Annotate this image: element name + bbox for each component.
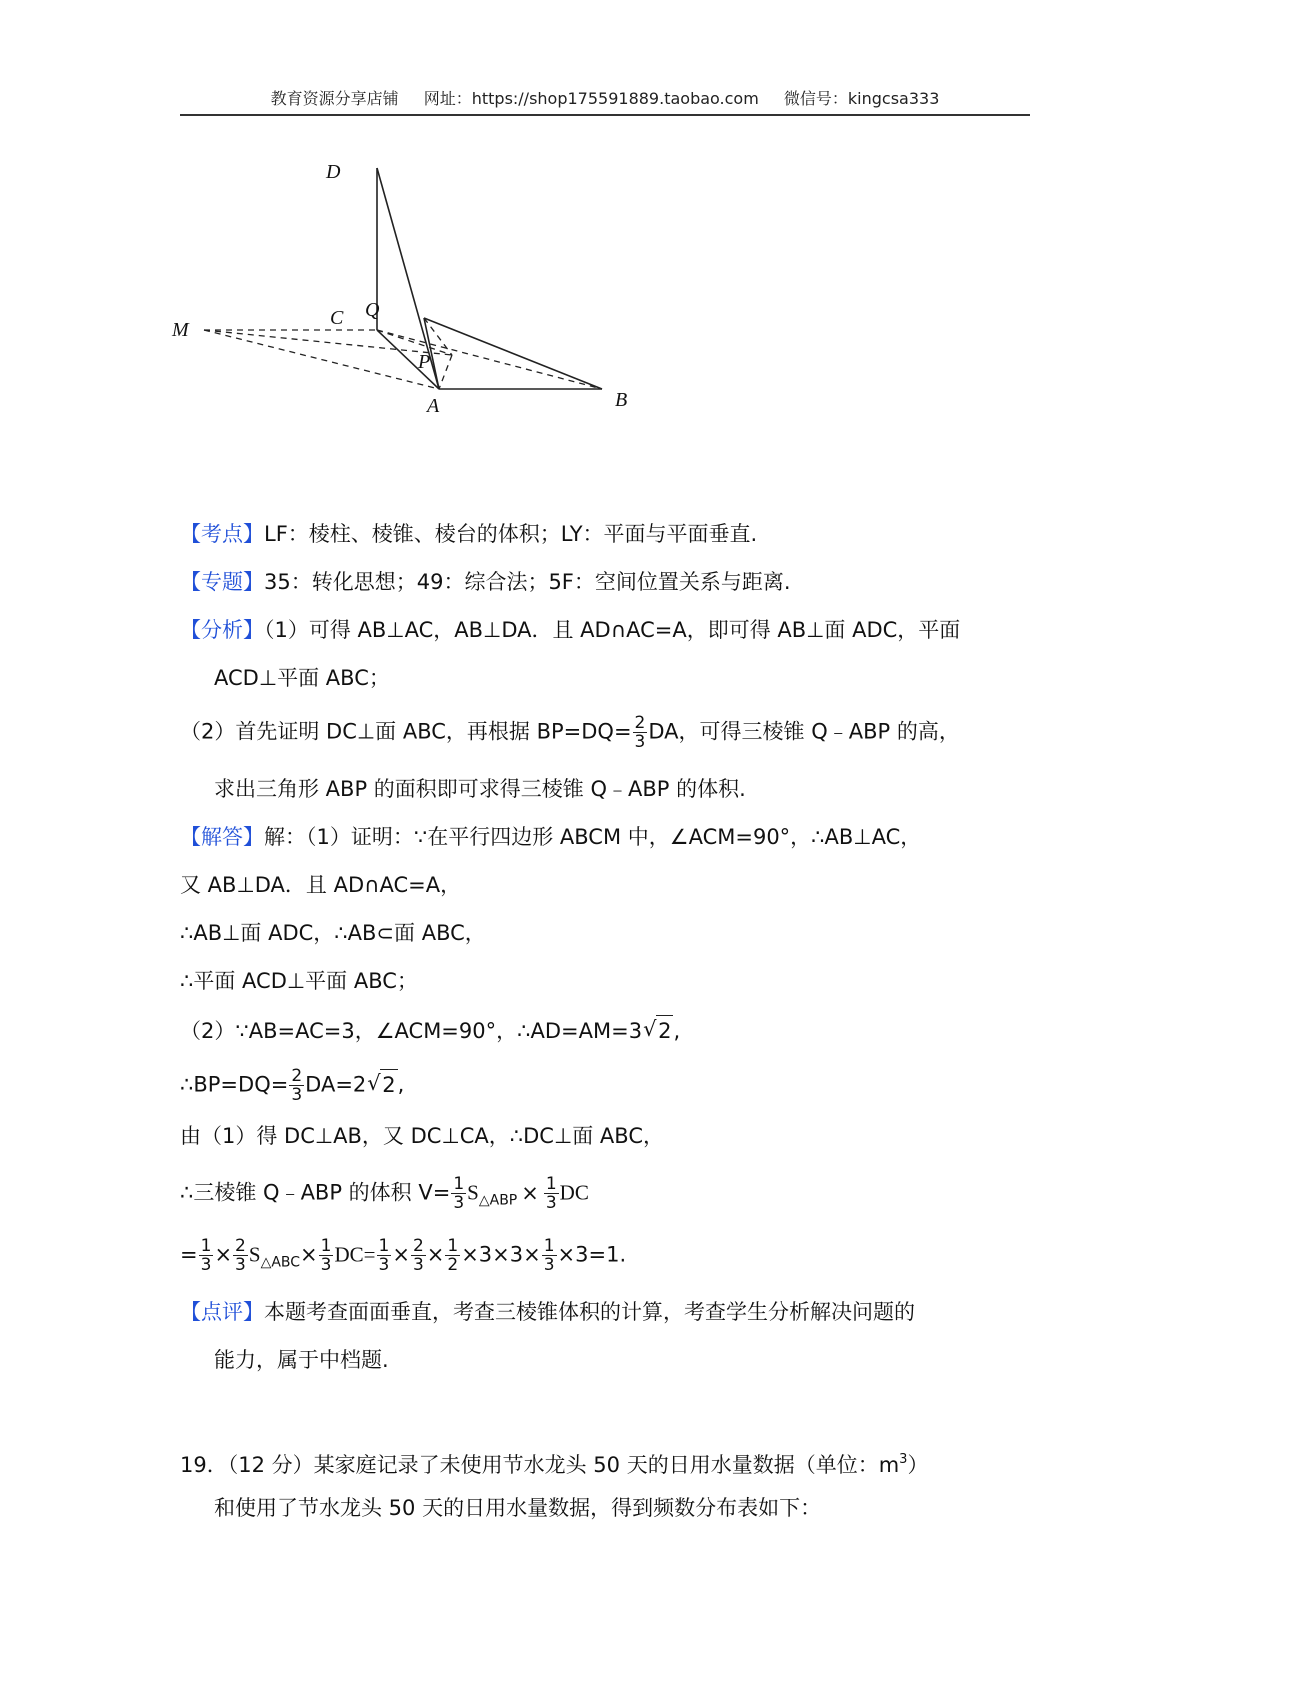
area-symbol: S (248, 1242, 261, 1267)
label-M: M (172, 319, 189, 341)
dianping-line-1 (180, 1297, 1280, 1327)
edge-MP (204, 330, 452, 355)
fraction-one-third: $\frac{1}{3}$ (453, 1174, 465, 1213)
fenxi-text-2a-post: DA，可得三棱锥 Q﹣ABP 的高， (648, 719, 960, 744)
geometry-figure (172, 158, 640, 458)
dianping-line-2: 能力，属于中档题. (214, 1348, 389, 1372)
jieda-text-8-pre: ∴三棱锥 Q﹣ABP 的体积 V= (180, 1180, 451, 1205)
header-site: 网址：https://shop175591889.taobao.com (423, 89, 759, 108)
dc-label: DC= (334, 1242, 376, 1267)
fenxi-line-3 (180, 714, 1280, 751)
zhuanti-text: 35：转化思想；49：综合法；5F：空间位置关系与距离. (264, 570, 791, 594)
fraction-two-thirds: $\frac{2}{3}$ (291, 1066, 303, 1105)
label-B: B (615, 389, 628, 411)
times-sign: × (426, 1242, 445, 1267)
fraction-one-third: $\frac{1}{3}$ (320, 1236, 332, 1275)
edge-PA (439, 355, 452, 389)
edge-MA (204, 330, 439, 389)
question-19-line-2: 和使用了节水龙头 50 天的日用水量数据，得到频数分布表如下： (214, 1496, 822, 1520)
fraction-one-third: $\frac{1}{3}$ (543, 1236, 555, 1275)
jieda-text-5-pre: （2）∵AB=AC=3，∠ACM=90°，∴AD=AM=3 (180, 1019, 643, 1043)
header-wechat: 微信号：kingcsa333 (783, 89, 940, 108)
label-D: D (326, 161, 341, 183)
label-Q: Q (365, 299, 380, 321)
times-sign: × (521, 1180, 539, 1205)
jieda-text-6-post: , (397, 1072, 405, 1097)
area-subscript: △ABC (260, 1254, 301, 1271)
jieda-text-1: 解：（1）证明：∵在平行四边形 ABCM 中，∠ACM=90°，∴AB⊥AC， (264, 825, 922, 849)
fraction-one-third: $\frac{1}{3}$ (378, 1236, 390, 1275)
fraction-one-third: $\frac{1}{3}$ (545, 1174, 557, 1213)
cubic-superscript: 3 (899, 1452, 908, 1467)
page-header (180, 84, 1030, 116)
header-shop: 教育资源分享店铺 (270, 89, 399, 108)
jieda-tag: 【解答】 (180, 825, 264, 849)
q19-text-post: ） (907, 1453, 929, 1477)
jieda-line-5 (180, 1015, 1280, 1046)
label-A: A (427, 395, 440, 417)
fenxi-line-1 (180, 615, 1280, 645)
dianping-tag: 【点评】 (180, 1300, 264, 1324)
sqrt-2: √ 2 (656, 1015, 673, 1046)
area-symbol: S (467, 1180, 479, 1205)
zhuanti-tag: 【专题】 (180, 570, 264, 594)
fenxi-tag: 【分析】 (180, 618, 264, 642)
jieda-text-6-mid: DA=2 (305, 1072, 367, 1097)
product-text: ×3×3× (461, 1242, 541, 1267)
question-19-line-1 (180, 1445, 1280, 1480)
fraction-two-thirds: $\frac{2}{3}$ (634, 713, 646, 752)
jieda-line-8 (180, 1175, 1280, 1216)
fraction-one-third: $\frac{1}{3}$ (200, 1236, 212, 1275)
zhuanti-line (180, 567, 1280, 597)
area-subscript: △ABP (478, 1192, 518, 1209)
label-C: C (330, 307, 344, 329)
times-sign: × (392, 1242, 410, 1267)
jieda-line-4: ∴平面 ACD⊥平面 ABC； (180, 969, 418, 993)
label-P: P (418, 351, 431, 373)
jieda-text-6-pre: ∴BP=DQ= (180, 1072, 289, 1097)
kaodian-tag: 【考点】 (180, 522, 264, 546)
result-text: ×3=1. (557, 1242, 627, 1267)
edge-CB (377, 330, 602, 389)
kaodian-line (180, 519, 1280, 549)
fraction-two-thirds: $\frac{2}{3}$ (412, 1236, 424, 1275)
dianping-text-1: 本题考查面面垂直，考查三棱锥体积的计算，考查学生分析解决问题的 (264, 1300, 915, 1324)
jieda-line-2: 又 AB⊥DA．且 AD∩AC=A， (180, 873, 462, 897)
equals-sign: = (180, 1242, 198, 1267)
fenxi-line-4: 求出三角形 ABP 的面积即可求得三棱锥 Q﹣ABP 的体积. (214, 777, 746, 801)
fenxi-text-1a: （1）可得 AB⊥AC，AB⊥DA．且 AD∩AC=A，即可得 AB⊥面 ADC，平面 (264, 618, 961, 642)
kaodian-text: LF：棱柱、棱锥、棱台的体积；LY：平面与平面垂直. (264, 522, 758, 546)
jieda-line-7: 由（1）得 DC⊥AB，又 DC⊥CA，∴DC⊥面 ABC， (180, 1124, 664, 1148)
jieda-line-1 (180, 822, 1280, 852)
fenxi-line-2: ACD⊥平面 ABC； (214, 666, 390, 690)
jieda-line-6 (180, 1067, 1280, 1104)
jieda-line-9 (180, 1237, 1280, 1278)
times-sign: × (214, 1242, 233, 1267)
dc-label: DC (559, 1180, 589, 1205)
q19-text-pre: 19．（12 分）某家庭记录了未使用节水龙头 50 天的日用水量数据（单位：m (180, 1453, 900, 1477)
jieda-line-3: ∴AB⊥面 ADC，∴AB⊂面 ABC， (180, 921, 486, 945)
fraction-one-half: $\frac{1}{2}$ (447, 1236, 459, 1275)
sqrt-2: √ 2 (380, 1069, 397, 1100)
fenxi-text-2a-pre: （2）首先证明 DC⊥面 ABC，再根据 BP=DQ= (180, 719, 632, 744)
times-sign: × (300, 1242, 318, 1267)
jieda-text-5-post: , (673, 1019, 681, 1043)
fraction-two-thirds: $\frac{2}{3}$ (235, 1236, 246, 1275)
